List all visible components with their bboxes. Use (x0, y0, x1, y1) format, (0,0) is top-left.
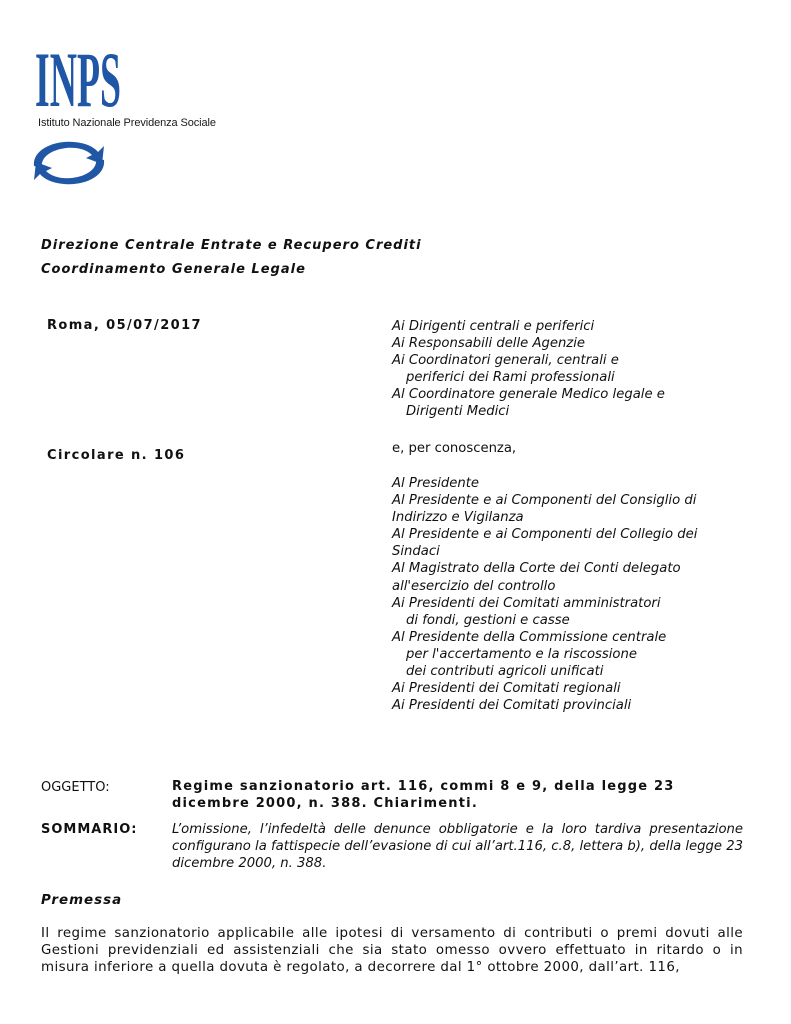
recipients-secondary (392, 475, 762, 714)
recipient-line: Ai Presidenti dei Comitati amministratori (392, 595, 661, 611)
recipient-line: Ai Presidenti dei Comitati provinciali (392, 698, 632, 714)
recipient-line: periferici dei Rami professionali (406, 370, 615, 386)
inps-logo-wordmark (35, 44, 123, 112)
recipient-line: Indirizzo e Vigilanza (392, 510, 524, 526)
department-legale: Coordinamento Generale Legale (41, 262, 306, 277)
sommario-text: L’omissione, l’infedeltà delle denunce obbligatorie e la loro tardiva presentazione configurano la fattispecie dell’evasione di cui all’art.116, c.8, lettera b), della legge 23 dicembre 2000, n. 388. (172, 822, 744, 871)
logo-caption: Istituto Nazionale Previdenza Sociale (38, 117, 216, 129)
per-conoscenza: e, per conoscenza, (392, 441, 517, 456)
recipient-line: all'esercizio del controllo (392, 578, 556, 594)
recipient-line: Al Magistrato della Corte dei Conti delegato (392, 561, 681, 577)
recipient-line: dei contributi agricoli unificati (406, 664, 604, 680)
premessa-body: Il regime sanzionatorio applicabile alle ipotesi di versamento di contributi o premi dovuti alle Gestioni previdenziali ed assistenziali che sia stato omesso ovvero effettuato in ritardo o in misura inferiore a quella dovuta è regolato, a decorrere dal 1° ottobre 2000, dall’art. 116, (41, 926, 743, 976)
logo-wordmark-text: INPS (35, 44, 121, 112)
recipient-line: per l'accertamento e la riscossione (406, 646, 637, 662)
recipient-line: di fondi, gestioni e casse (406, 612, 570, 628)
recipient-line: Al Presidente della Commissione centrale (392, 629, 667, 645)
circolare-number: Circolare n. 106 (47, 448, 186, 463)
recipient-line: Al Presidente e ai Componenti del Consiglio di (392, 493, 697, 509)
recipient-line: Sindaci (392, 544, 440, 560)
recipient-line: Al Presidente e ai Componenti del Collegio dei (392, 527, 698, 543)
recipient-line: Ai Coordinatori generali, centrali e (392, 353, 619, 369)
recipient-line: Ai Responsabili delle Agenzie (392, 336, 586, 352)
oggetto-text: Regime sanzionatorio art. 116, commi 8 e 9, della legge 23 dicembre 2000, n. 388. Chiarimenti. (172, 779, 675, 811)
department-entrate: Direzione Centrale Entrate e Recupero Crediti (41, 238, 422, 253)
recipients-primary (392, 318, 762, 421)
recipient-line: Ai Presidenti dei Comitati regionali (392, 681, 621, 697)
premessa-heading: Premessa (41, 893, 123, 908)
place-date: Roma, 05/07/2017 (47, 318, 202, 333)
circular-arrows-icon (28, 138, 110, 188)
recipient-line: Al Presidente (392, 476, 480, 491)
oggetto-label: OGGETTO: (41, 780, 110, 795)
sommario-label: SOMMARIO: (41, 822, 138, 837)
recipient-line: Al Coordinatore generale Medico legale e (392, 387, 665, 403)
recipient-line: Dirigenti Medici (406, 404, 510, 420)
recipient-line: Ai Dirigenti centrali e periferici (392, 319, 595, 334)
